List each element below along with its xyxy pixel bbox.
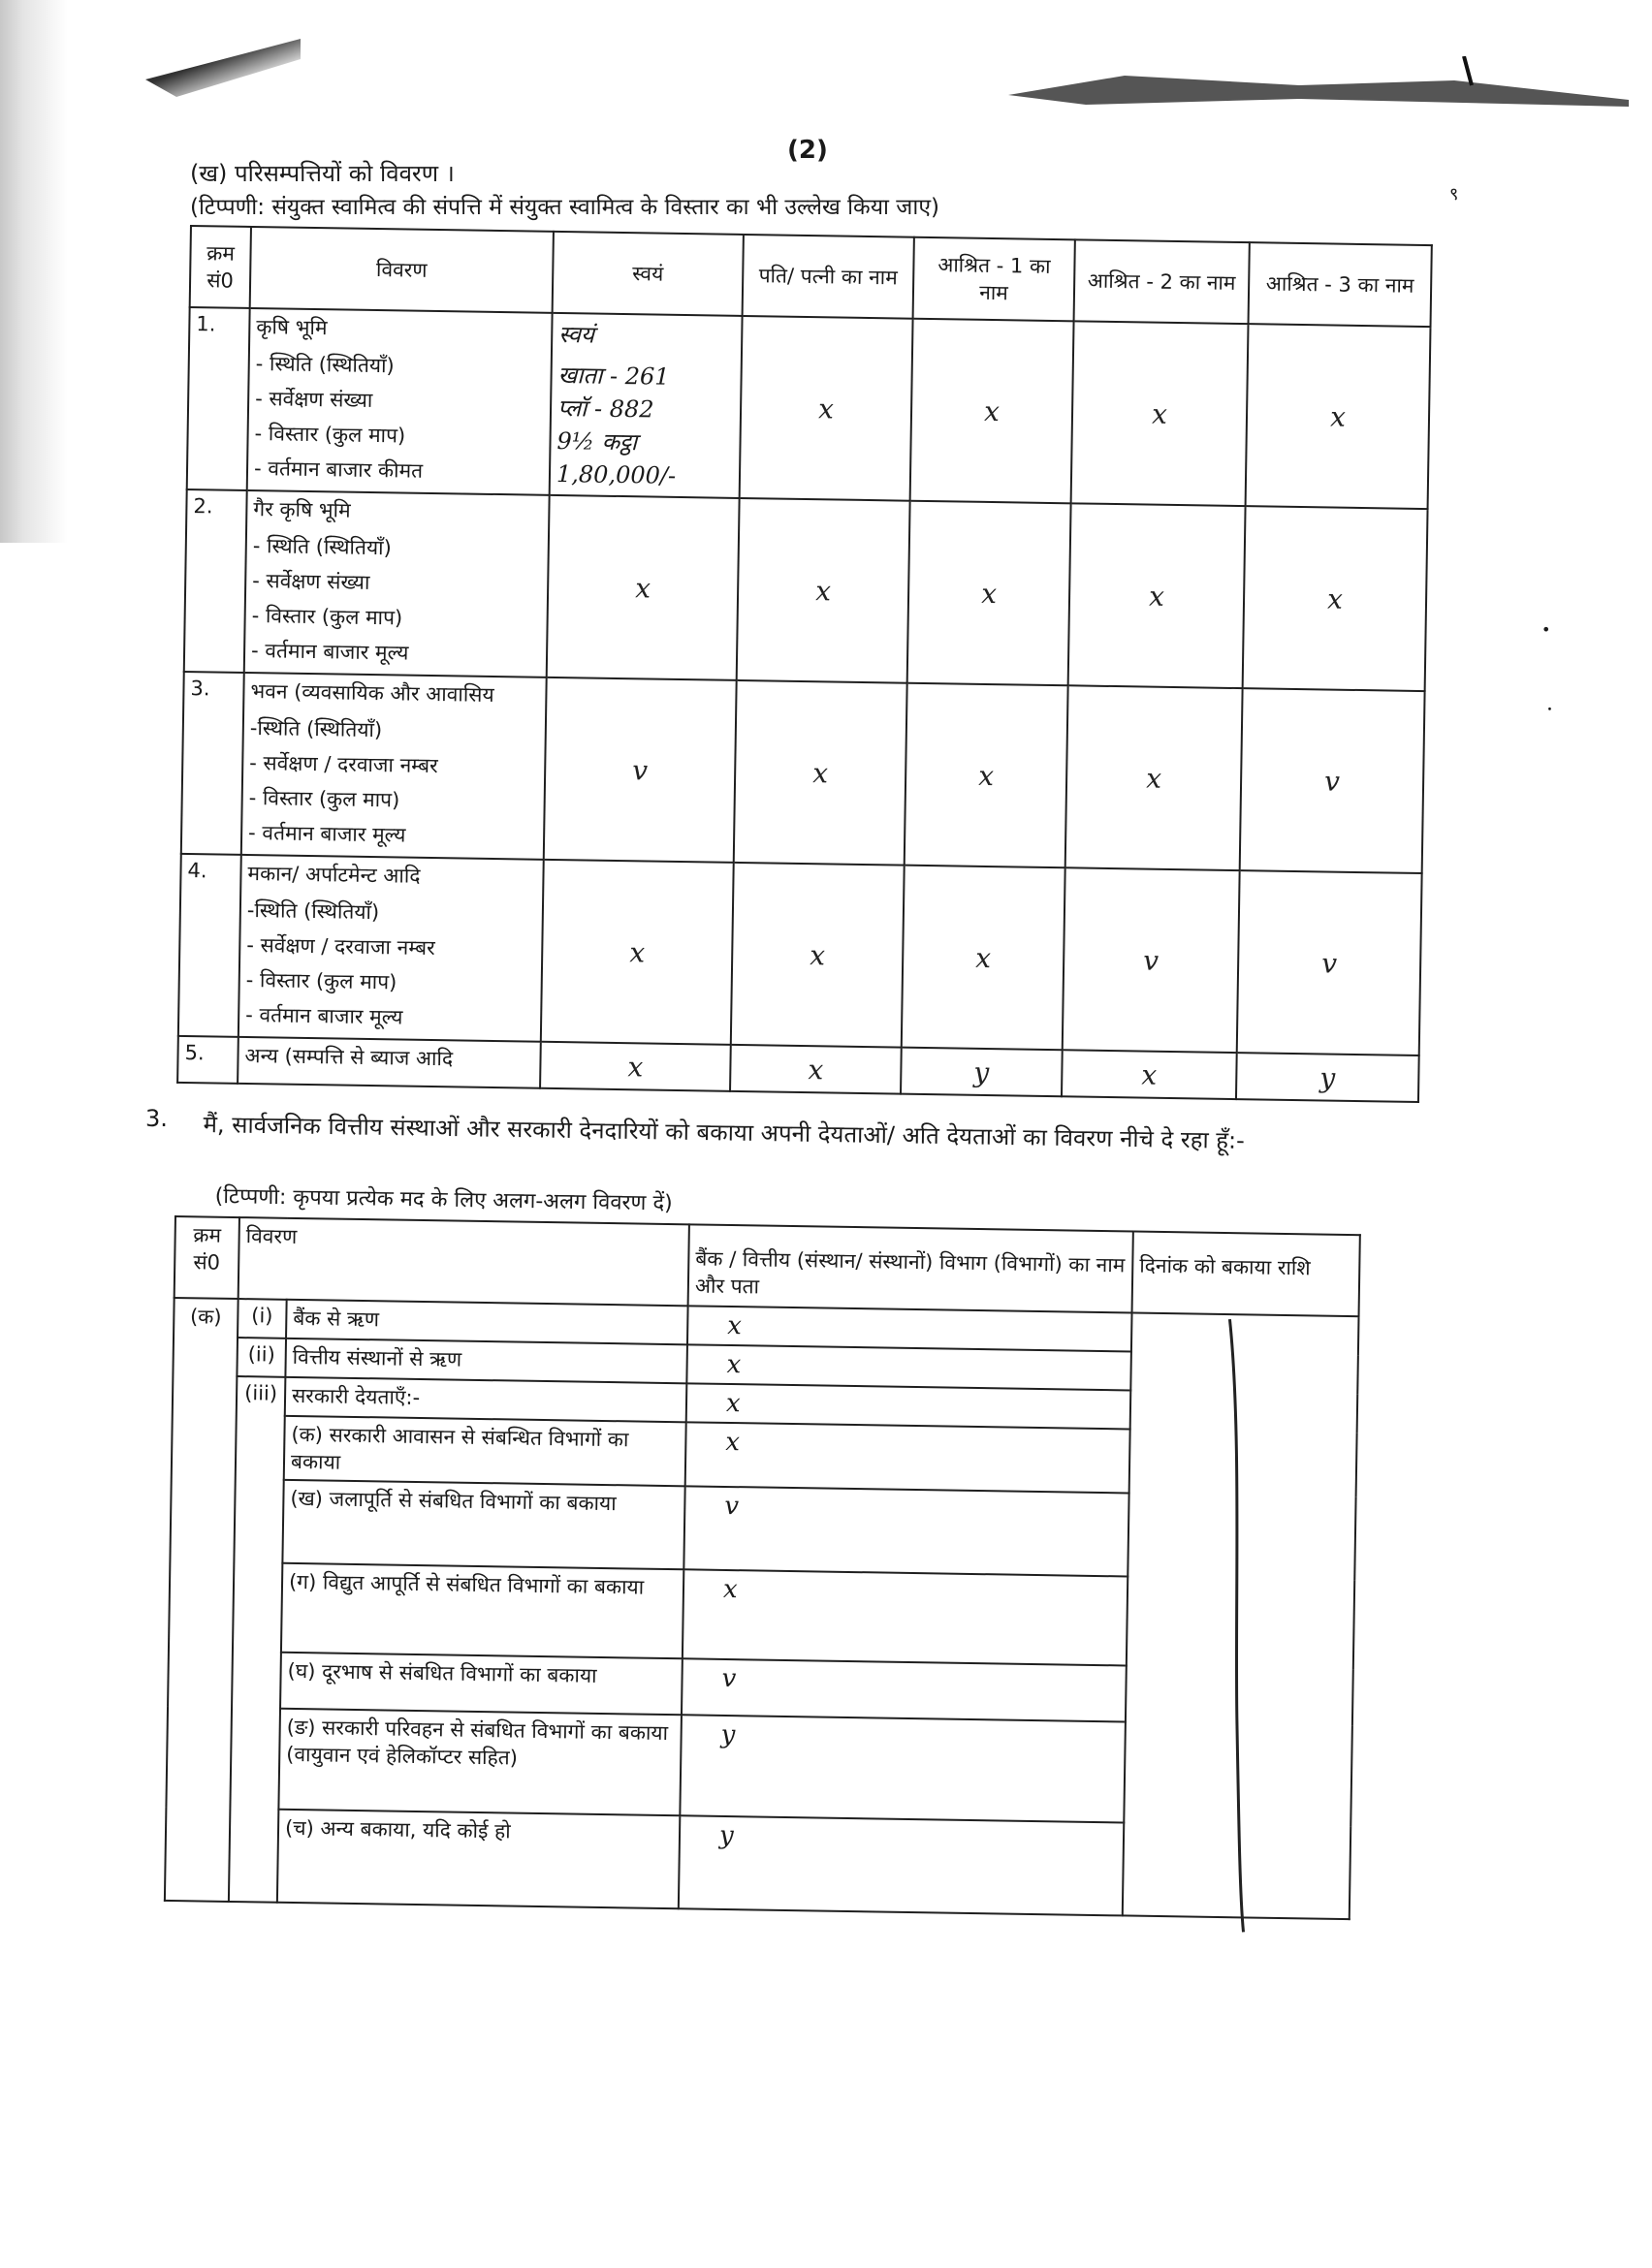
bank-mark: x xyxy=(683,1569,1128,1665)
row-line: - सर्वेक्षण संख्या xyxy=(252,569,370,594)
scan-ink-streak xyxy=(1008,56,1629,114)
row-line: - वर्तमान बाजार मूल्य xyxy=(250,639,409,665)
dependent-3-mark: x xyxy=(1243,506,1428,691)
bank-mark: v xyxy=(683,1486,1128,1576)
self-handwritten-entries xyxy=(550,313,743,498)
dependent-3-mark: x xyxy=(1246,324,1431,509)
spouse-mark: x xyxy=(740,316,913,501)
dependent-1-mark: x xyxy=(902,866,1065,1051)
sub-liability-label: (ङ) सरकारी परिवहन से संबधित विभागों का बकाया (वायुवान एवं हेलिकॉप्टर सहित) xyxy=(278,1709,682,1815)
header-description: विवरण xyxy=(238,1217,689,1306)
handwritten-entry: प्लॉ - 882 xyxy=(556,394,654,424)
roman-number: (ii) xyxy=(237,1338,286,1377)
row-number: 4. xyxy=(178,854,241,1037)
spouse-mark: x xyxy=(737,498,910,683)
handwritten-entry: स्वयं xyxy=(558,320,595,349)
liabilities-statement: मैं, सार्वजनिक वित्तीय संस्थाओं और सरकारी देनदारियों को बकाया अपनी देयताओं/ अति देयताओं का विवरण नीचे दे रहा हूँ:- xyxy=(203,1110,1245,1154)
roman-number: (i) xyxy=(238,1299,287,1339)
self-mark: x xyxy=(540,1042,731,1091)
dependent-1-mark: x xyxy=(905,683,1068,868)
sub-liability-label: (क) सरकारी आवासन से संबन्धित विभागों का बकाया xyxy=(284,1416,686,1486)
sub-liability-label: (ख) जलापूर्ति से संबधित विभागों का बकाया xyxy=(282,1480,684,1569)
row-description xyxy=(241,673,547,860)
row-title: मकान/ अर्पाटमेन्ट आदि xyxy=(247,862,421,888)
self-mark: x xyxy=(541,860,734,1045)
dependent-2-mark: v xyxy=(1063,867,1240,1053)
item-number: 3. xyxy=(145,1105,168,1132)
row-line: - सर्वेक्षण संख्या xyxy=(255,387,373,412)
header-spouse: पति/ पत्नी का नाम xyxy=(743,235,914,319)
dependent-1-mark: x xyxy=(910,319,1074,504)
bank-mark: x xyxy=(686,1344,1131,1390)
header-dependent-3: आश्रित - 3 का नाम xyxy=(1249,242,1432,327)
scan-shadow-left xyxy=(0,0,68,543)
dependent-2-mark: x xyxy=(1071,321,1249,506)
spouse-mark: x xyxy=(731,863,905,1048)
row-number: 1. xyxy=(187,307,250,490)
self-mark: v xyxy=(544,677,737,863)
row-line: - स्थिति (स्थितियाँ) xyxy=(255,352,395,378)
header-description: विवरण xyxy=(250,227,554,313)
section-heading: (ख) परिसम्पत्तियों को विवरण । xyxy=(190,160,455,187)
row-line: - वर्तमान बाजार मूल्य xyxy=(245,1003,403,1029)
handwritten-entry: 1,80,000/- xyxy=(556,459,677,489)
group-label: (क) xyxy=(165,1298,238,1902)
liabilities-table xyxy=(164,1215,1361,1920)
row-line: -स्थिति (स्थितियाँ) xyxy=(249,716,383,742)
sub-liability-label: (ग) विद्युत आपूर्ति से संबधित विभागों का बकाया xyxy=(281,1563,683,1658)
roman-number: (iii) xyxy=(229,1376,286,1903)
scan-ink-smudge xyxy=(145,39,301,97)
table-row xyxy=(178,854,1422,1055)
handwritten-entry: खाता - 261 xyxy=(557,361,670,391)
row-line: -स्थिति (स्थितियाँ) xyxy=(246,898,380,925)
row-line: - विस्तार (कुल माप) xyxy=(254,422,406,448)
joint-ownership-note: (टिप्पणी: संयुक्त स्वामित्व की संपत्ति में संयुक्त स्वामित्व के विस्तार का भी उल्लेख किया जाए) xyxy=(190,195,940,220)
dependent-3-mark: y xyxy=(1236,1053,1419,1102)
dependent-2-mark: x xyxy=(1068,503,1246,688)
self-mark: x xyxy=(547,495,740,680)
assets-table xyxy=(176,225,1433,1103)
header-dependent-1: आश्रित - 1 का नाम xyxy=(913,237,1075,322)
row-title: गैर कृषि भूमि xyxy=(253,497,351,522)
sub-liability-label: (च) अन्य बकाया, यदि कोई हो xyxy=(277,1810,680,1908)
table-row xyxy=(181,672,1425,873)
row-line: - वर्तमान बाजार कीमत xyxy=(253,457,424,483)
header-serial: क्रम सं0 xyxy=(190,226,251,308)
row-number: 2. xyxy=(184,489,247,673)
row-description xyxy=(244,490,550,677)
stray-dot: ꞏ xyxy=(1547,700,1552,718)
page-number: (2) xyxy=(787,136,828,165)
row-number: 3. xyxy=(181,672,244,855)
bank-mark: v xyxy=(682,1658,1127,1721)
row-line: - विस्तार (कुल माप) xyxy=(248,786,400,812)
dependent-1-mark: x xyxy=(907,501,1071,686)
stray-dot: • xyxy=(1541,620,1551,639)
row-description xyxy=(238,1037,541,1088)
liability-label: बैंक से ऋण xyxy=(286,1300,688,1344)
row-description xyxy=(247,308,553,495)
dependent-3-mark: v xyxy=(1237,870,1422,1055)
dependent-1-mark: y xyxy=(901,1048,1063,1097)
row-line: - सर्वेक्षण / दरवाजा नम्बर xyxy=(249,751,438,778)
header-amount: दिनांक को बकाया राशि xyxy=(1132,1232,1360,1317)
header-bank: बैंक / वित्तीय (संस्थान/ संस्थानों) विभाग (विभागों) का नाम और पता xyxy=(688,1224,1133,1312)
corner-mark: ९ xyxy=(1449,184,1459,205)
handwritten-dash-line xyxy=(1200,1315,1268,1937)
bank-mark: y xyxy=(679,1815,1124,1915)
table-row xyxy=(187,307,1431,509)
row-description xyxy=(238,855,544,1042)
bank-mark: x xyxy=(685,1422,1130,1493)
header-dependent-2: आश्रित - 2 का नाम xyxy=(1074,239,1250,324)
row-title: कृषि भूमि xyxy=(256,315,328,340)
liabilities-note: (टिप्पणी: कृपया प्रत्येक मद के लिए अलग-अलग विवरण दें) xyxy=(214,1183,673,1216)
sub-liability-label: (घ) दूरभाष से संबधित विभागों का बकाया xyxy=(280,1653,683,1715)
row-line: - वर्तमान बाजार मूल्य xyxy=(247,821,406,847)
row-number: 5. xyxy=(177,1036,238,1084)
row-title: अन्य (सम्पत्ति से ब्याज आदि xyxy=(244,1043,454,1071)
dependent-3-mark: v xyxy=(1240,688,1425,873)
table-row xyxy=(184,489,1428,691)
row-title: भवन (व्यवसायिक और आवासिय xyxy=(250,679,494,707)
row-line: - स्थिति (स्थितियाँ) xyxy=(252,534,392,560)
dependent-2-mark: x xyxy=(1065,685,1243,870)
bank-mark: x xyxy=(687,1306,1132,1351)
spouse-mark: x xyxy=(734,680,907,866)
bank-mark: y xyxy=(680,1715,1126,1822)
liability-label: सरकारी देयताएँ:- xyxy=(285,1377,687,1422)
header-serial: क्रम सं0 xyxy=(175,1216,239,1299)
bank-mark: x xyxy=(686,1383,1131,1429)
amount-column xyxy=(1123,1313,1359,1920)
liability-label: वित्तीय संस्थानों से ऋण xyxy=(285,1339,687,1383)
dependent-2-mark: x xyxy=(1062,1050,1237,1099)
row-line: - विस्तार (कुल माप) xyxy=(245,968,397,994)
row-line: - विस्तार (कुल माप) xyxy=(251,604,403,630)
spouse-mark: x xyxy=(730,1045,902,1094)
handwritten-entry: 9½ कट्ठा xyxy=(556,426,638,457)
row-line: - सर्वेक्षण / दरवाजा नम्बर xyxy=(246,933,435,961)
header-self: स्वयं xyxy=(553,232,744,316)
